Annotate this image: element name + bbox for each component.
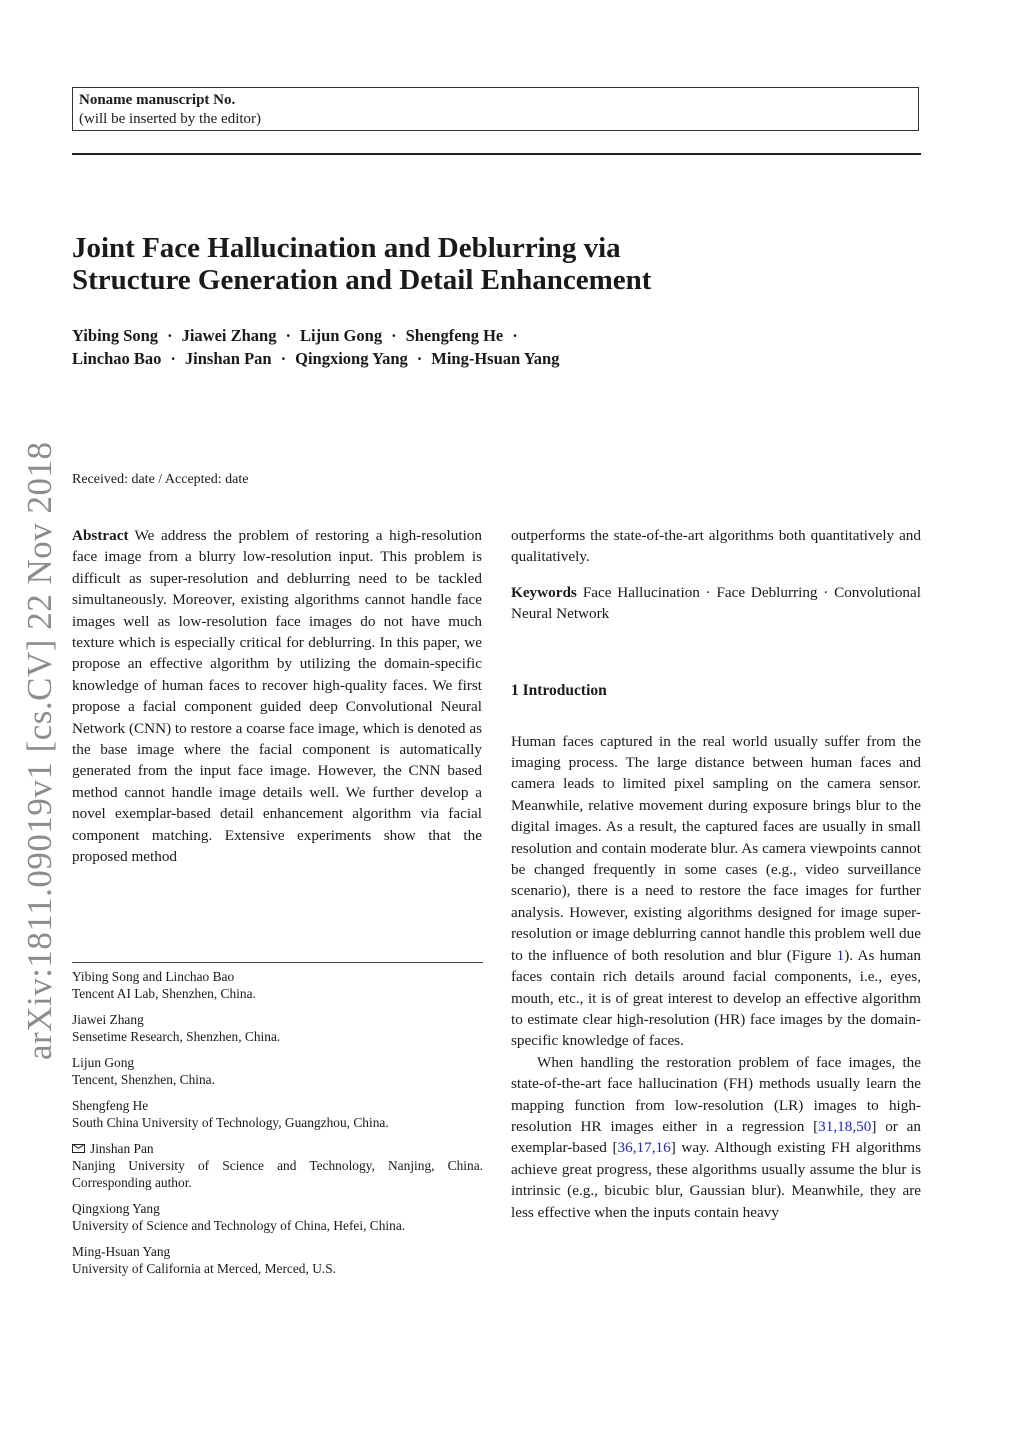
section-heading-introduction: 1 Introduction xyxy=(511,681,607,699)
affiliation-name: Shengfeng He xyxy=(72,1097,149,1113)
envelope-icon xyxy=(72,1144,85,1153)
author-separator: · xyxy=(416,349,423,368)
manuscript-label: Noname manuscript No. xyxy=(79,92,236,108)
author: Jinshan Pan xyxy=(184,349,272,368)
affiliation-place: University of California at Merced, Merced, U.S. xyxy=(72,1260,337,1276)
author-separator: · xyxy=(285,326,291,345)
author-separator: · xyxy=(391,326,397,345)
affiliation-entry xyxy=(72,968,483,1002)
received-date: Received: date / Accepted: date xyxy=(72,472,249,487)
author-separator: · xyxy=(280,349,287,368)
author: Yibing Song xyxy=(72,326,159,345)
affiliation-place: Tencent, Shenzhen, China. xyxy=(72,1072,215,1088)
citation-link[interactable]: 31,18,50 xyxy=(818,1117,872,1135)
affiliation-place: Sensetime Research, Shenzhen, China. xyxy=(72,1029,281,1045)
affiliation-name: Jinshan Pan xyxy=(90,1140,154,1156)
affiliation-name-row xyxy=(72,1140,483,1157)
affiliation-entry xyxy=(72,1200,483,1234)
footnote-rule xyxy=(72,962,483,963)
editor-note: (will be inserted by the editor) xyxy=(79,111,262,127)
citation-link[interactable]: 36,17,16 xyxy=(617,1139,671,1157)
affiliation-entry xyxy=(72,1011,483,1045)
abstract xyxy=(72,525,482,868)
title-line-1: Joint Face Hallucination and Deblurring via xyxy=(72,232,621,264)
affiliation-entry xyxy=(72,1054,483,1088)
arxiv-stamp: arXiv:1811.09019v1 [cs.CV] 22 Nov 2018 xyxy=(20,441,59,1060)
author: Linchao Bao xyxy=(72,349,162,368)
affiliation-entry xyxy=(72,1243,483,1277)
affiliation-place: University of Science and Technology of China, Hefei, China. xyxy=(72,1217,406,1233)
affiliation-name: Ming-Hsuan Yang xyxy=(72,1243,171,1259)
affiliation-entry xyxy=(72,1097,483,1131)
affiliation-place: South China University of Technology, Guangzhou, China. xyxy=(72,1114,389,1130)
left-column xyxy=(72,525,482,868)
author-separator: · xyxy=(512,326,518,345)
author-separator: · xyxy=(170,349,176,368)
author: Lijun Gong xyxy=(300,326,383,345)
paper-title xyxy=(72,232,932,296)
affiliation-name: Qingxiong Yang xyxy=(72,1200,160,1216)
affiliations xyxy=(72,968,483,1286)
author: Shengfeng He xyxy=(405,326,504,345)
header-rule xyxy=(72,153,921,155)
keywords-label: Keywords xyxy=(511,583,577,601)
affiliation-name: Yibing Song and Linchao Bao xyxy=(72,969,235,984)
title-line-2: Structure Generation and Detail Enhancement xyxy=(72,264,652,296)
author-separator: · xyxy=(167,326,173,345)
author-line-1 xyxy=(72,324,932,347)
intro-paragraph-1 xyxy=(511,731,921,1052)
author-list xyxy=(72,324,932,370)
author: Qingxiong Yang xyxy=(295,349,408,368)
keywords xyxy=(511,582,921,625)
author: Jiawei Zhang xyxy=(181,326,277,345)
author-line-2 xyxy=(72,347,932,370)
manuscript-header-box xyxy=(72,87,919,131)
intro-p1-text-a: Human faces captured in the real world usually suffer from the imaging process. The large distance between human faces and camera leads to limited pixel sampling on the camera sensor. Meanwhile, relative movement during exposure brings blur to the digital images. As a result, the captured faces are usually in small resolution and contain moderate blur. As camera viewpoints cannot be changed frequently in some cases (e.g., video surveillance scenario), there is a need to restore the face images for further analysis. However, existing algorithms designed for image super-resolution or image deblurring cannot handle this problem well due to the influence of both resolution and blur (Figure xyxy=(511,732,921,964)
figure-ref-link[interactable]: 1 xyxy=(836,946,845,964)
author: Ming-Hsuan Yang xyxy=(431,349,560,368)
intro-p2-text-a: When handling the restoration problem of face images, the state-of-the-art face hallucination (FH) methods usually learn the mapping function from low-resolution (LR) images to high-resolution HR images either in a regression [ xyxy=(511,1053,921,1135)
intro-p1-text-b: ). As human faces contain rich details around facial components, i.e., eyes, mouth, etc., it is of great interest to develop an effective algorithm to estimate clear high-resolution (HR) face images by the domain-specific knowledge of faces. xyxy=(511,946,921,1050)
affiliation-entry xyxy=(72,1140,483,1192)
affiliation-place: Tencent AI Lab, Shenzhen, China. xyxy=(72,986,256,1002)
intro-p2-text-c: ] way. Although existing FH algorithms achieve great progress, these algorithms usually assume the blur is intrinsic (e.g., bicubic blur, Gaussian blur). Meanwhile, they are less effective when the inputs contain heavy xyxy=(511,1139,921,1221)
abstract-text: We address the problem of restoring a high-resolution face image from a blurry low-resolution input. This problem is difficult as super-resolution and deblurring need to be tackled simultaneously. Moreover, existing algorithms cannot handle face images well as low-resolution face images do not have much texture which is especially critical for deblurring. In this paper, we propose an effective algorithm by utilizing the domain-specific knowledge of human faces to recover high-quality faces. We first propose a facial component guided deep Convolutional Neural Network (CNN) to restore a coarse face image, which is denoted as the base image where the facial component is automatically generated from the input face image. However, the CNN based method cannot handle image details well. We further develop a novel exemplar-based detail enhancement algorithm via facial component matching. Extensive experiments show that the proposed method xyxy=(72,527,482,866)
intro-p2-text-b: ] or an exemplar-based [ xyxy=(511,1117,922,1157)
abstract-label: Abstract xyxy=(72,527,129,544)
right-column xyxy=(511,525,921,1223)
abstract-continuation: outperforms the state-of-the-art algorithms both quantitatively and qualitatively. xyxy=(511,527,921,566)
affiliation-place: Nanjing University of Science and Technology, Nanjing, China. Corresponding author. xyxy=(72,1157,483,1191)
keywords-text: Face Hallucination · Face Deblurring · Convolutional Neural Network xyxy=(511,583,921,623)
affiliation-name: Jiawei Zhang xyxy=(72,1011,144,1027)
intro-paragraph-2 xyxy=(511,1052,921,1223)
affiliation-name: Lijun Gong xyxy=(72,1054,135,1070)
